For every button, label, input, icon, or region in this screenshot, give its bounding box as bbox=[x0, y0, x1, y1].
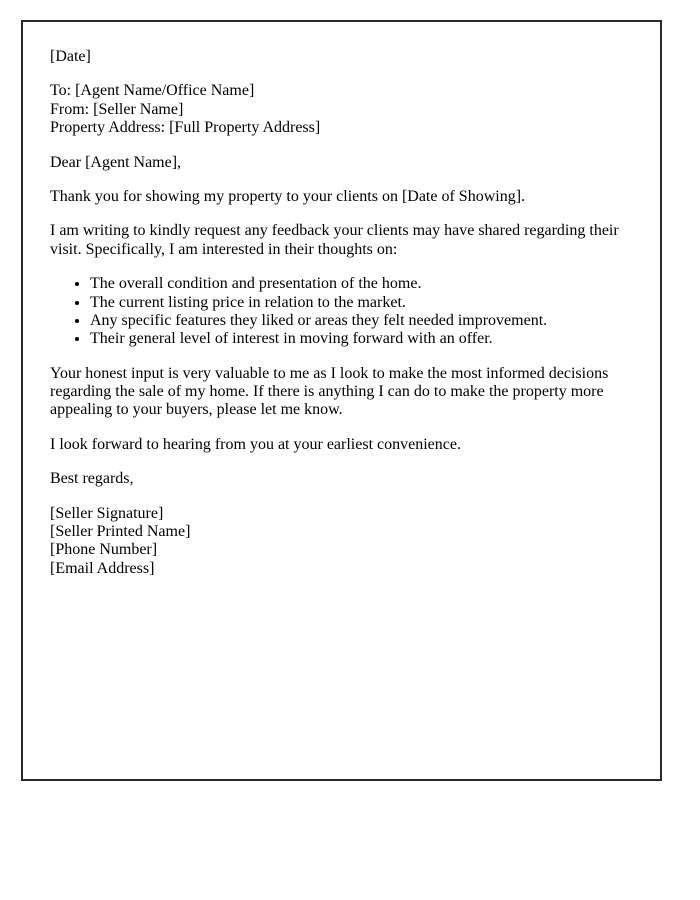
letter-paragraph-request: I am writing to kindly request any feedback your clients may have shared regarding their visit. Specifically, I am interested in their thoughts on: bbox=[50, 222, 619, 258]
letter-date: [Date] bbox=[50, 48, 91, 65]
letter-from-line: From: [Seller Name] bbox=[50, 100, 184, 118]
signature-line-signature: [Seller Signature] bbox=[50, 504, 164, 522]
letter-paragraph-thanks: Thank you for showing my property to your clients on [Date of Showing]. bbox=[50, 187, 526, 205]
list-item: • The current listing price in relation to the market. bbox=[90, 294, 624, 312]
letter-property-address-line: Property Address: [Full Property Address] bbox=[50, 119, 321, 137]
letter-salutation: Dear [Agent Name], bbox=[50, 153, 182, 171]
letter-to-line: To: [Agent Name/Office Name] bbox=[50, 82, 255, 100]
list-item: • Any specific features they liked or areas they felt needed improvement. bbox=[90, 312, 624, 330]
letter-signature-block bbox=[50, 505, 624, 579]
letter-closing: Best regards, bbox=[50, 470, 134, 488]
signature-line-printed-name: [Seller Printed Name] bbox=[50, 523, 191, 541]
signature-line-phone: [Phone Number] bbox=[50, 541, 158, 559]
letter-document bbox=[21, 20, 662, 781]
letter-paragraph-lookforward: I look forward to hearing from you at your earliest convenience. bbox=[50, 435, 461, 453]
letter-header-block bbox=[50, 82, 624, 137]
list-item: • Their general level of interest in moving forward with an offer. bbox=[90, 330, 624, 348]
feedback-points-list bbox=[50, 275, 624, 349]
list-item: • The overall condition and presentation of the home. bbox=[90, 275, 624, 293]
letter-paragraph-value: Your honest input is very valuable to me as I look to make the most informed decisions regarding the sale of my home. If there is anything I can do to make the property more appealing to your buyers, please let me know. bbox=[50, 364, 609, 419]
signature-line-email: [Email Address] bbox=[50, 559, 155, 577]
